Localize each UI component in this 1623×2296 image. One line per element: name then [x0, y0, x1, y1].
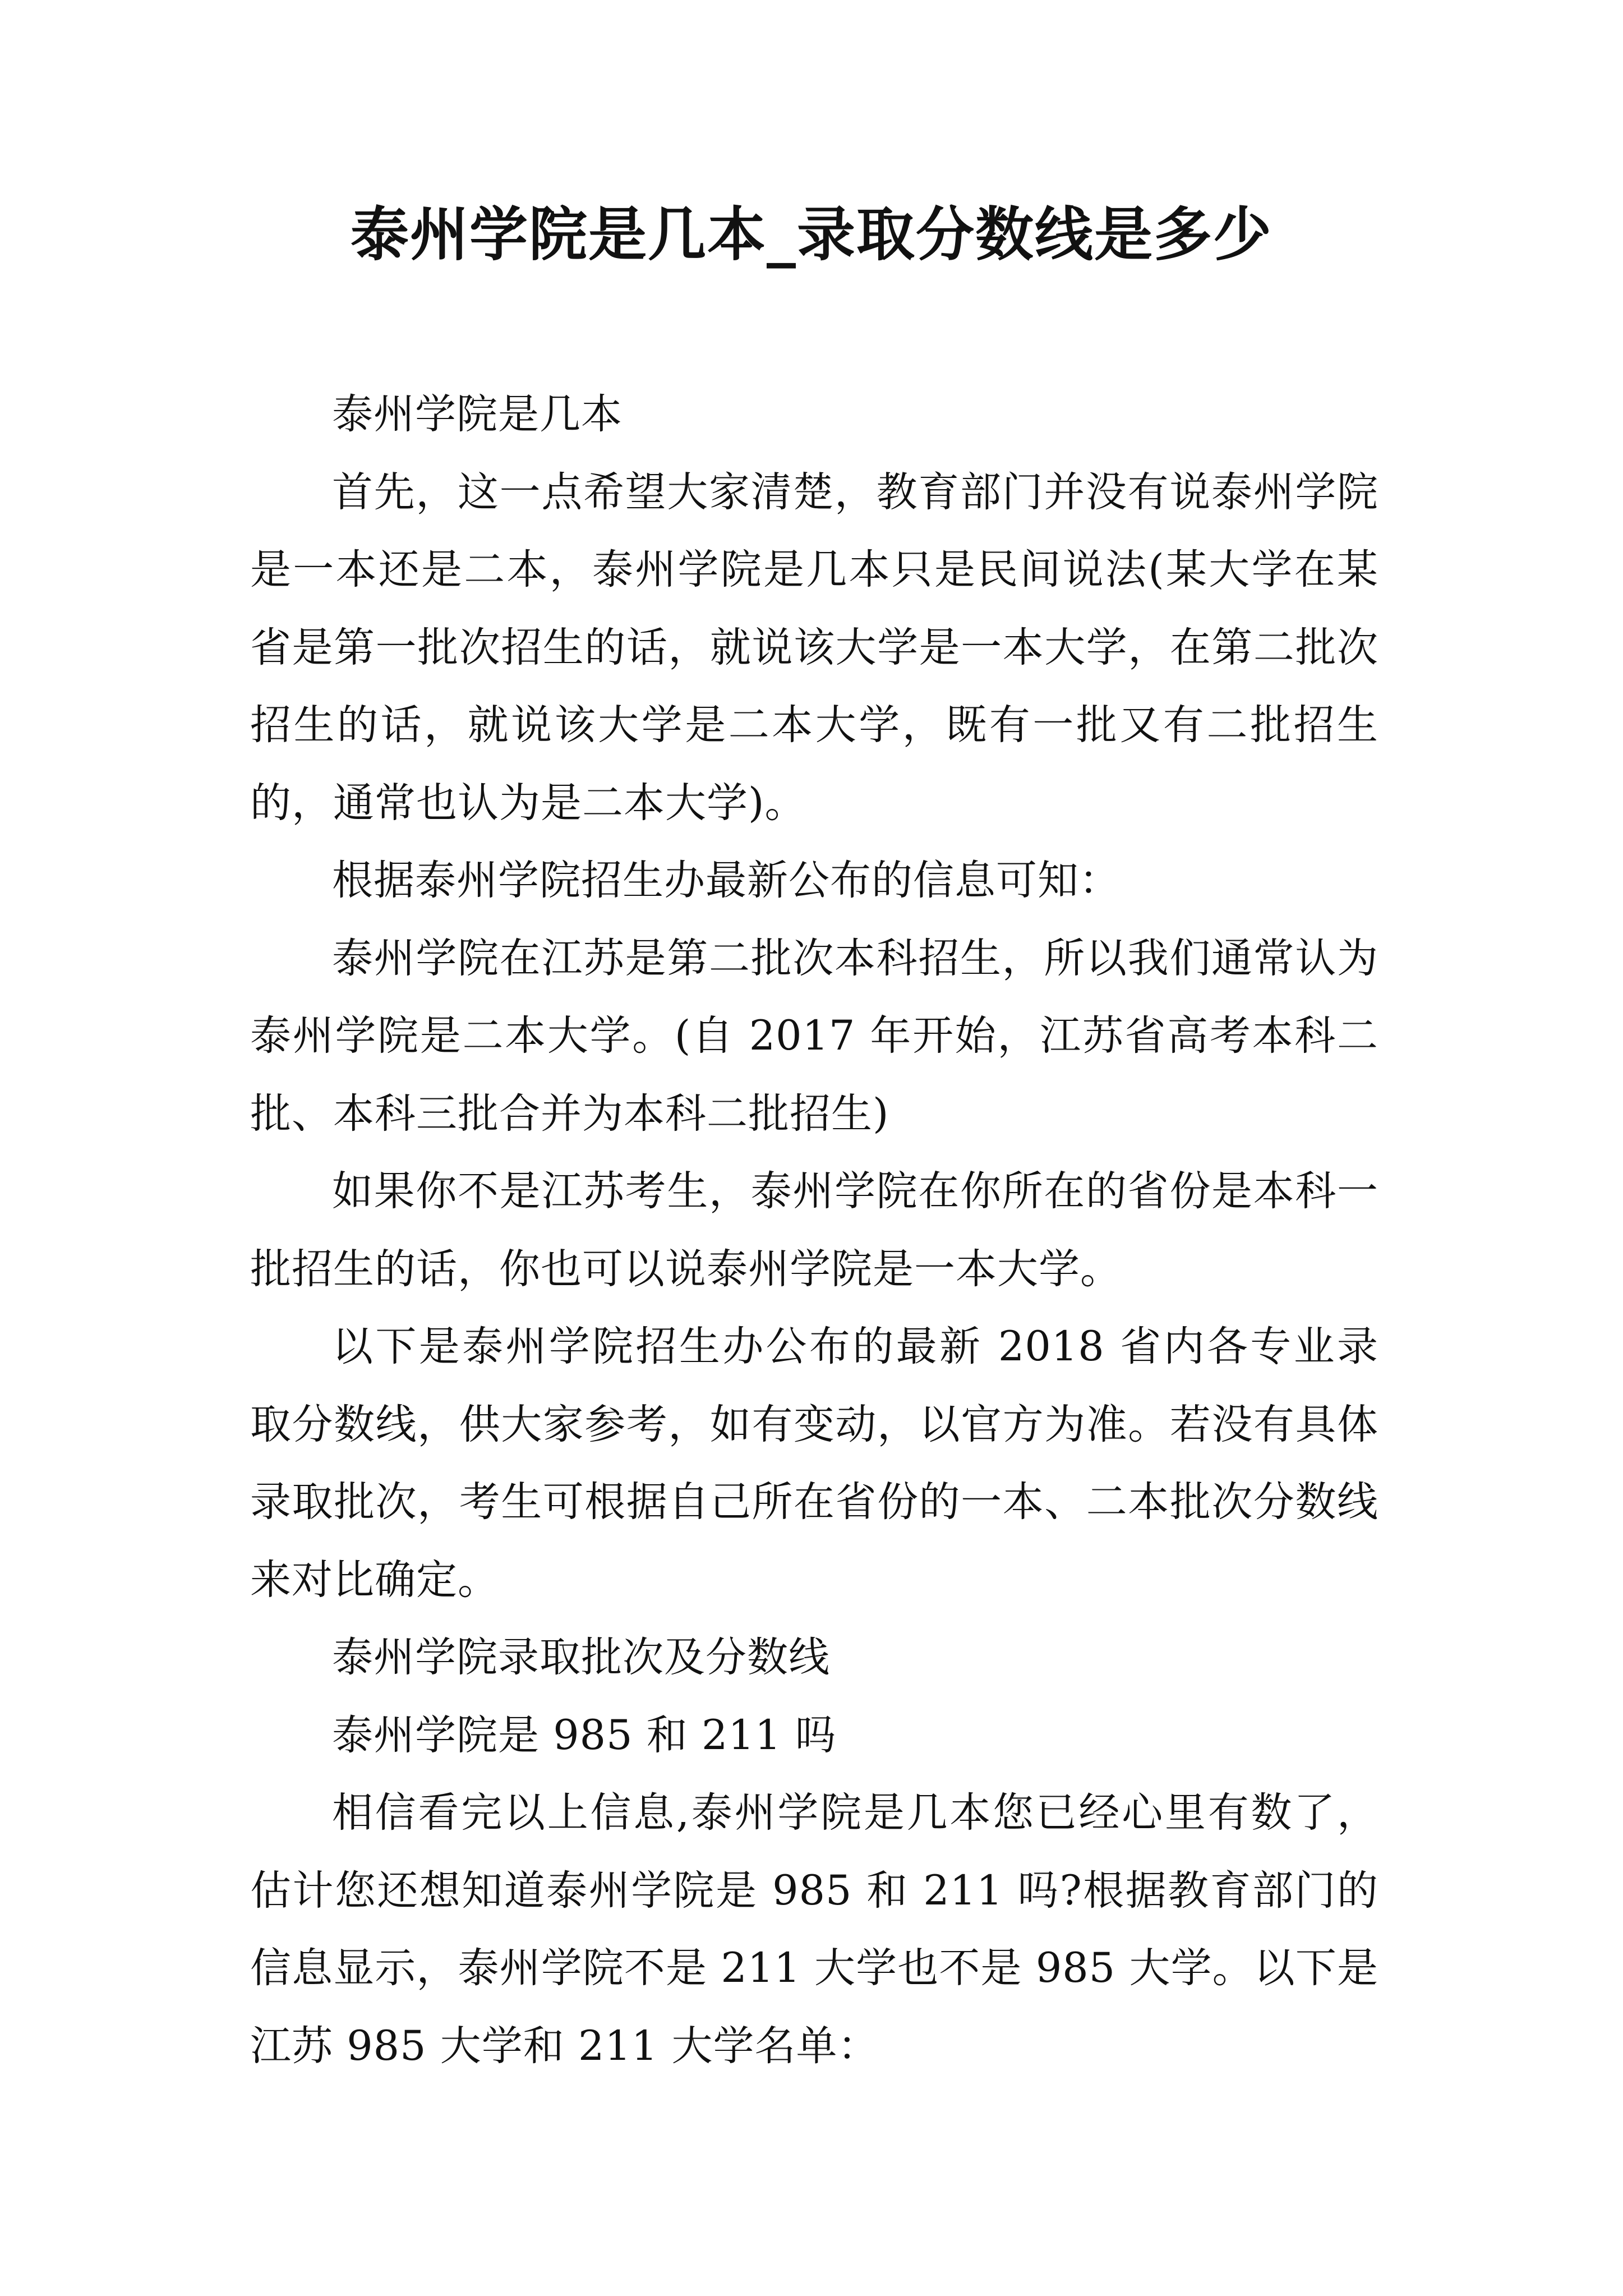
- paragraph-jiangsu-batch: 泰州学院在江苏是第二批次本科招生，所以我们通常认为泰州学院是二本大学。(自 2017 年开始，江苏省高考本科二批、本科三批合并为本科二批招生): [250, 934, 1378, 1138]
- paragraph-other-provinces: 如果你不是江苏考生，泰州学院在你所在的省份是本科一批招生的话，你也可以说泰州学院是一本大学。: [250, 1167, 1378, 1293]
- paragraph-score-lines: 以下是泰州学院招生办公布的最新 2018 省内各专业录取分数线，供大家参考，如有变动，以官方为准。若没有具体录取批次，考生可根据自己所在省份的一本、二本批次分数线来对比确定。: [250, 1323, 1378, 1604]
- paragraph-tier-explanation: 首先，这一点希望大家清楚，教育部门并没有说泰州学院是一本还是二本，泰州学院是几本只是民间说法(某大学在某省是第一批次招生的话，就说该大学是一本大学，在第二批次招生的话，就说该大学是二本大学，既有一批又有二批招生的，通常也认为是二本大学)。: [250, 468, 1378, 827]
- document-title: 泰州学院是几本_录取分数线是多少: [350, 200, 1272, 269]
- paragraph-heading-batch-scores: 泰州学院录取批次及分数线: [332, 1634, 830, 1681]
- paragraph-heading-tier: 泰州学院是几本: [332, 390, 623, 438]
- paragraph-heading-985-211: 泰州学院是 985 和 211 吗: [332, 1711, 837, 1759]
- paragraph-985-211-answer: 相信看完以上信息,泰州学院是几本您已经心里有数了，估计您还想知道泰州学院是 985 和 211 吗?根据教育部门的信息显示，泰州学院不是 211 大学也不是 985 大学。以下是江苏 985 大学和 211 大学名单：: [250, 1789, 1378, 2070]
- paragraph-admissions-info: 根据泰州学院招生办最新公布的信息可知：: [332, 857, 1121, 904]
- document-body: [250, 376, 1378, 2085]
